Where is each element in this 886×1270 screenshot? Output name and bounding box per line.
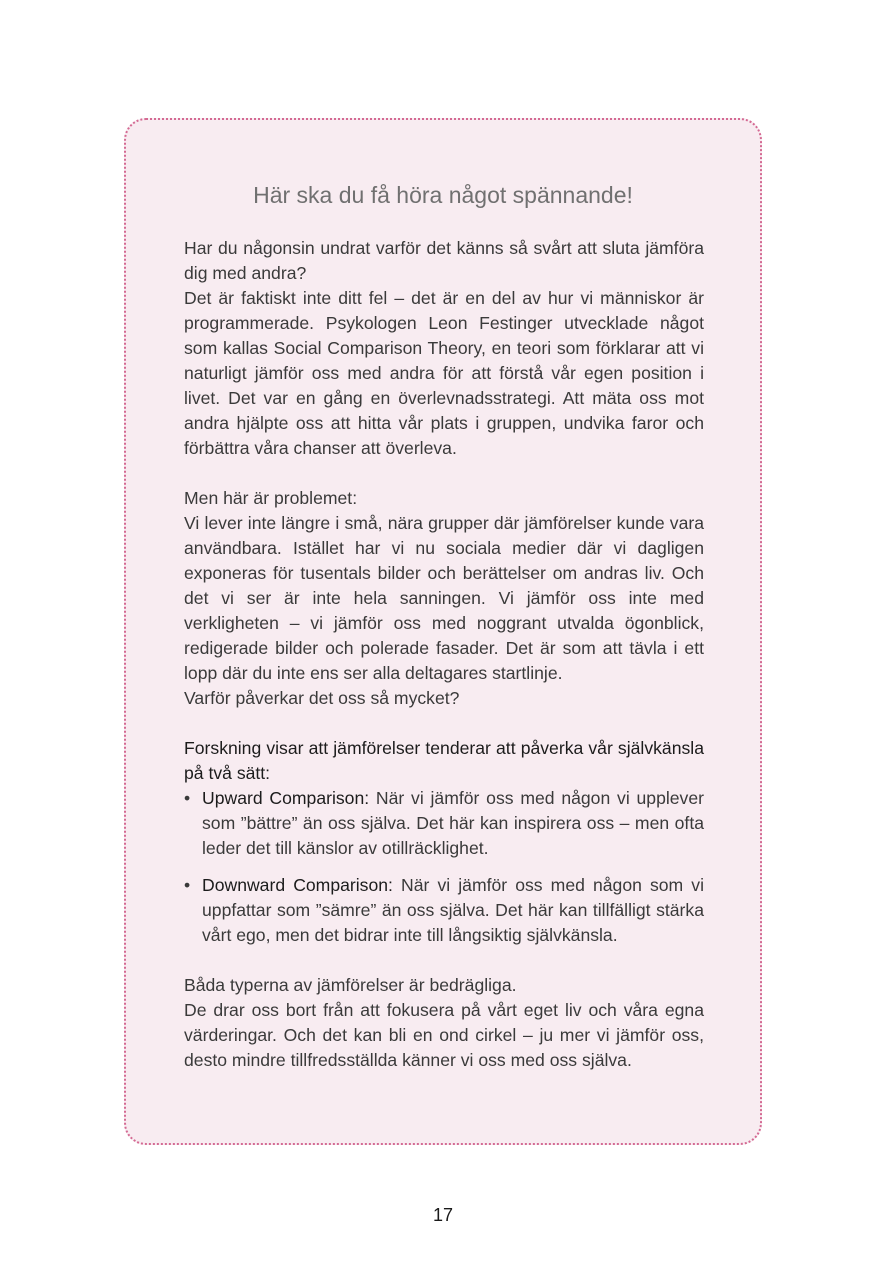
bullet-term: Upward Comparison: xyxy=(202,788,370,808)
paragraph: Varför påverkar det oss så mycket? xyxy=(184,688,460,708)
list-item xyxy=(184,786,704,861)
research-intro: Forskning visar att jämförelser tenderar att påverka vår självkänsla på två sätt: xyxy=(184,738,704,783)
list-item xyxy=(184,873,704,948)
bullet-term: Downward Comparison: xyxy=(202,875,393,895)
paragraph-spacer xyxy=(184,711,704,736)
bullet-text: När vi jämför oss med någon som vi uppfattar som ”sämre” än oss själva. Det här kan tillfälligt stärka vårt ego, men det bidrar inte till långsiktig självkänsla. xyxy=(202,875,705,945)
paragraph: Båda typerna av jämförelser är bedrägliga. xyxy=(184,975,517,995)
paragraph: Men här är problemet: xyxy=(184,488,358,508)
page-number: 17 xyxy=(432,1205,454,1225)
paragraph-spacer xyxy=(184,960,704,973)
box-title: Här ska du få höra något spännande! xyxy=(253,182,633,208)
info-box xyxy=(124,118,762,1145)
paragraph: Det är faktiskt inte ditt fel – det är en del av hur vi människor är programmerade. Psykologen Leon Festinger utvecklade något som kallas Social Comparison Theory, en teori som förklarar att vi naturligt jämför oss med andra för att förstå vår egen position i livet. Det var en gång en överlevnadsstrategi. Att mäta oss mot andra hjälpte oss att hitta vår plats i gruppen, undvika faror och förbättra våra chanser att överleva. xyxy=(184,288,704,458)
paragraph: Vi lever inte längre i små, nära grupper där jämförelser kunde vara användbara. Istället har vi nu sociala medier där vi dagligen exponeras för tusentals bilder och berättelser om andras liv. Och det vi ser är inte hela sanningen. Vi jämför oss inte med verkligheten – vi jämför oss med noggrant utvalda ögonblick, redigerade bilder och polerade fasader. Det är som att tävla i ett lopp där du inte ens ser alla deltagares startlinje. xyxy=(184,513,704,683)
bullet-icon: • xyxy=(184,788,191,808)
bullet-icon: • xyxy=(184,875,191,895)
bullet-text: När vi jämför oss med någon vi upplever som ”bättre” än oss själva. Det här kan inspirera oss – men ofta leder det till känslor av otillräcklighet. xyxy=(202,788,704,858)
paragraph: Har du någonsin undrat varför det känns så svårt att sluta jämföra dig med andra? xyxy=(184,238,704,283)
comparison-list xyxy=(184,786,704,948)
paragraph: De drar oss bort från att fokusera på vårt eget liv och våra egna värderingar. Och det kan bli en ond cirkel – ju mer vi jämför oss, desto mindre tillfredsställda känner vi oss med oss själva. xyxy=(184,1000,704,1070)
box-content xyxy=(184,236,704,1073)
paragraph-spacer xyxy=(184,461,704,486)
